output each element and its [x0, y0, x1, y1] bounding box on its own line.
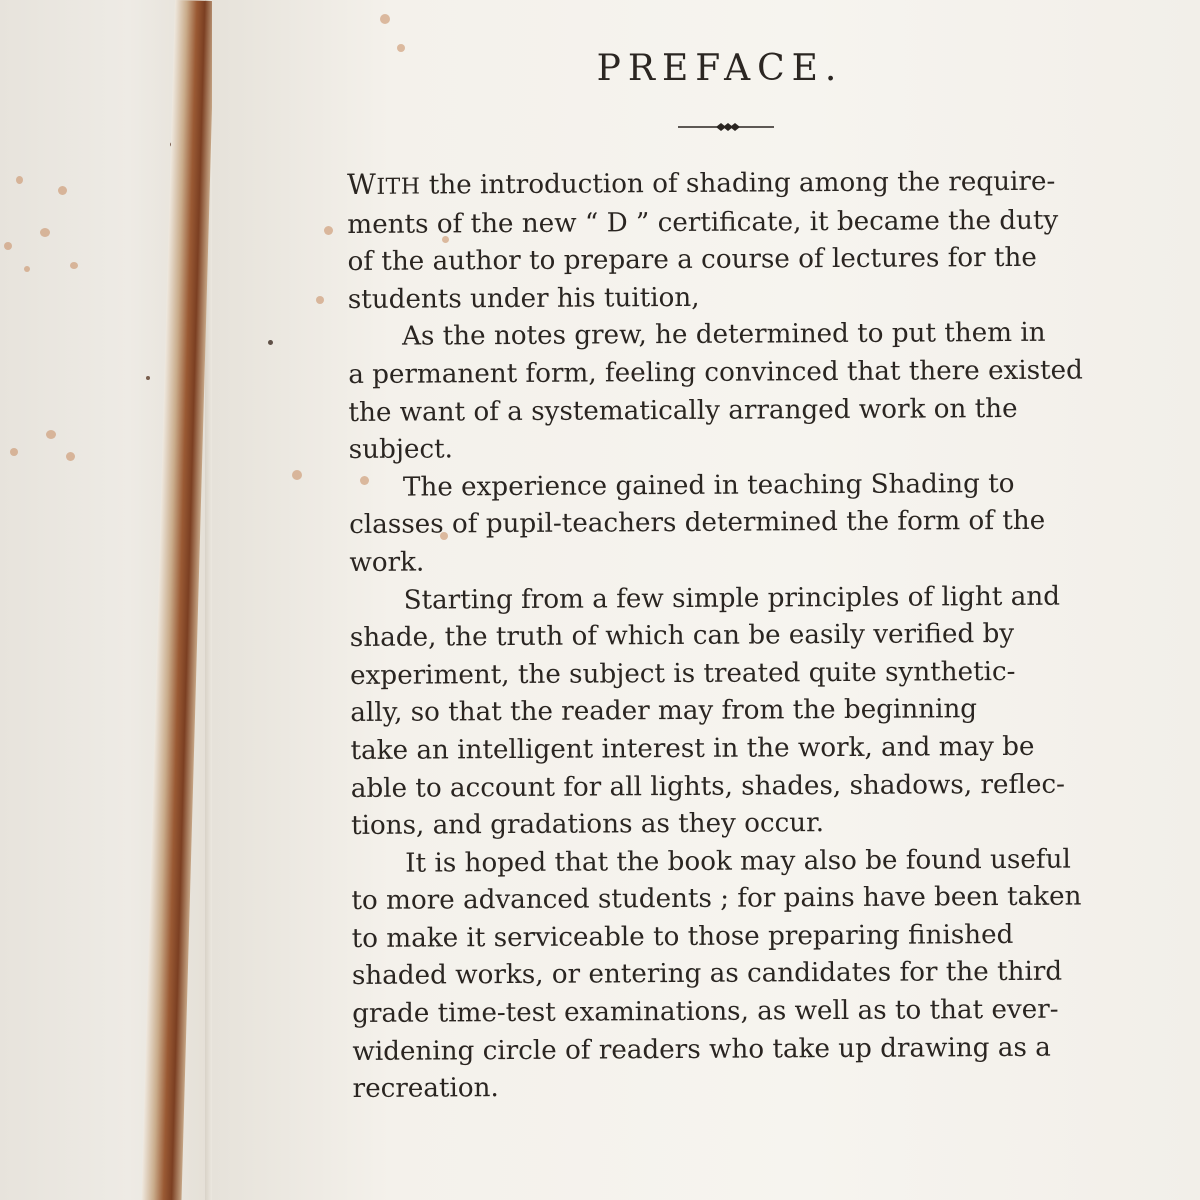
text-line: subject. [348, 434, 454, 466]
text-line: It is hoped that the book may also be found useful [405, 844, 1071, 879]
paragraph-1 [347, 161, 1128, 319]
text-line: to more advanced students ; for pains have been taken [351, 881, 1082, 917]
text-line: students under his tuition, [347, 282, 700, 315]
lead-small-caps: ITH [376, 174, 421, 200]
foxing-spot [324, 226, 333, 235]
foxing-spot [4, 242, 12, 250]
foxing-spot [70, 262, 78, 269]
text-line: The experience gained in teaching Shading to [402, 468, 1015, 503]
text-line: to make it serviceable to those preparing finished [351, 919, 1014, 954]
paragraph-3 [349, 465, 1130, 583]
text-line: experiment, the subject is treated quite synthetic- [350, 656, 1016, 691]
text-line: shade, the truth of which can be easily verified by [349, 619, 1015, 654]
foxing-spot [58, 186, 67, 195]
text-line: Starting from a few simple principles of light and [403, 581, 1061, 616]
text-line: ments of the new “ D ” certificate, it became the duty [347, 205, 1059, 240]
page-title: PREFACE. [596, 48, 844, 89]
foxing-spot [66, 452, 75, 461]
foxing-spot [146, 376, 150, 380]
foxing-spot [10, 448, 18, 456]
text-line: widening circle of readers who take up drawing as a [352, 1032, 1051, 1067]
text-line: able to account for all lights, shades, shadows, reflec- [350, 769, 1066, 804]
text-line: a permanent form, feeling convinced that there existed [348, 355, 1083, 390]
foxing-spot [316, 296, 324, 304]
foxing-spot [380, 14, 390, 24]
foxing-spot [40, 228, 50, 237]
title-ornament [678, 119, 774, 135]
text-line: grade time-test examinations, as well as to that ever- [352, 994, 1059, 1030]
text-line: ally, so that the reader may from the beginning [350, 694, 978, 729]
text-line: As the notes grew, he determined to put them in [401, 318, 1046, 353]
paragraph-4 [350, 578, 1132, 846]
text-line: work. [349, 547, 425, 578]
foxing-spot [268, 340, 273, 345]
text-line: WITH the introduction of shading among the require- [347, 166, 1056, 201]
paragraph-5 [351, 841, 1133, 1109]
foxing-spot [16, 176, 23, 184]
foxing-spot [46, 430, 56, 439]
text-line: of the author to prepare a course of lectures for the [347, 242, 1037, 278]
lead-capital: W [347, 167, 377, 201]
first-word [347, 167, 421, 201]
foxing-spot [292, 470, 302, 480]
text-line: shaded works, or entering as candidates for the third [351, 957, 1063, 992]
paragraph-2 [348, 315, 1129, 470]
text-line: recreation. [352, 1073, 499, 1105]
preface-body [347, 161, 1133, 1109]
text-line: tions, and gradations as they occur. [350, 808, 825, 842]
foxing-spot [397, 44, 405, 52]
text-line: the want of a systematically arranged work on the [348, 393, 1018, 428]
text-line: classes of pupil-teachers determined the form of the [349, 506, 1046, 541]
foxing-spot [24, 266, 30, 272]
text-line: take an intelligent interest in the work, and may be [350, 731, 1035, 766]
